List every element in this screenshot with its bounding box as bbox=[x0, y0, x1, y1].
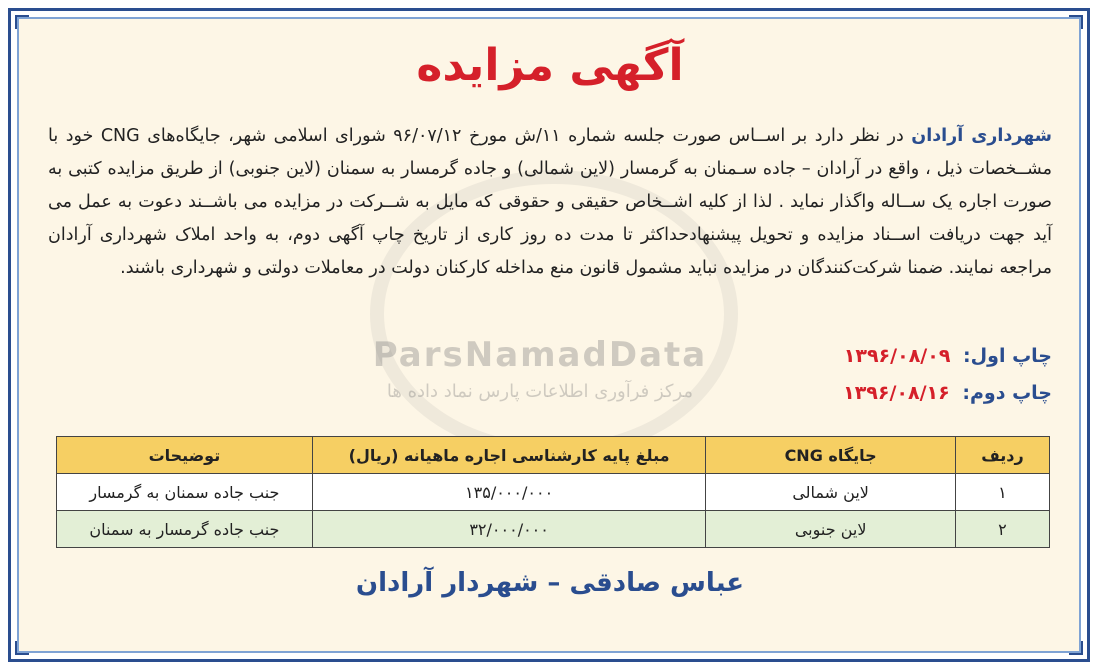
table-row bbox=[57, 474, 1050, 511]
auction-table bbox=[56, 436, 1050, 548]
header-base-price: مبلغ پایه کارشناسی اجاره ماهیانه (ریال) bbox=[312, 437, 706, 474]
cell-description: جنب جاده سمنان به گرمسار bbox=[57, 474, 313, 511]
watermark-brand: ParsNamadData bbox=[372, 335, 708, 375]
notice-frame bbox=[8, 8, 1090, 662]
cell-description: جنب جاده گرمسار به سمنان bbox=[57, 511, 313, 548]
header-description: توضیحات bbox=[57, 437, 313, 474]
cell-cng-station: لاین جنوبی bbox=[706, 511, 955, 548]
notice-body bbox=[48, 120, 1052, 285]
notice-paper bbox=[17, 17, 1081, 653]
second-print-date bbox=[843, 382, 1052, 404]
cell-row-number: ۱ bbox=[955, 474, 1049, 511]
second-print-label: چاپ دوم: bbox=[962, 382, 1052, 404]
notice-title: آگهی مزایده bbox=[416, 40, 684, 91]
notice-paragraph: در نظر دارد بر اســاس صورت جلسه شماره ۱۱/ش مورخ ۹۶/۰۷/۱۲ شورای اسلامی شهر، جایگاه‌های CNG خود با مشــخصات ذیل ، واقع در آرادان – جاده سـمنان به گرمسار (لاین شمالی) و جاده گرمسار به سمنان (لاین جنوبی) از طریق مزایده کتبی به صورت اجاره یک ســاله واگذار نماید . لذا از کلیه اشــخاص حقیقی و حقوقی که مایل به شــرکت در مزایده می باشــند دعوت به عمل می آید جهت دریافت اســناد مزایده و تحویل پیشنهادحداکثر تا مدت ده روز کاری از تاریخ چاپ آگهی دوم، به واحد املاک شهرداری آرادان مراجعه نمایند. ضمنا شرکت‌کنندگان در مزایده نباید مشمول قانون منع مداخله کارکنان دولت در معاملات دولتی و شهرداری باشند. bbox=[48, 126, 1052, 278]
signature: عباس صادقی – شهردار آرادان bbox=[355, 568, 745, 598]
first-print-value: ۱۳۹۶/۰۸/۰۹ bbox=[843, 345, 951, 367]
table-header-row bbox=[57, 437, 1050, 474]
watermark-subtitle: مرکز فرآوری اطلاعات پارس نماد داده ها bbox=[386, 381, 694, 402]
header-row-number: ردیف bbox=[955, 437, 1049, 474]
table-row bbox=[57, 511, 1050, 548]
cell-cng-station: لاین شمالی bbox=[706, 474, 955, 511]
second-print-value: ۱۳۹۶/۰۸/۱۶ bbox=[843, 382, 950, 404]
first-print-date bbox=[844, 345, 1052, 367]
cell-base-price: ۳۲/۰۰۰/۰۰۰ bbox=[312, 511, 706, 548]
cell-base-price: ۱۳۵/۰۰۰/۰۰۰ bbox=[312, 474, 706, 511]
organization-name: شهرداری آرادان bbox=[911, 126, 1053, 146]
first-print-label: چاپ اول: bbox=[963, 345, 1052, 367]
header-cng-station: جایگاه CNG bbox=[706, 437, 955, 474]
cell-row-number: ۲ bbox=[955, 511, 1049, 548]
